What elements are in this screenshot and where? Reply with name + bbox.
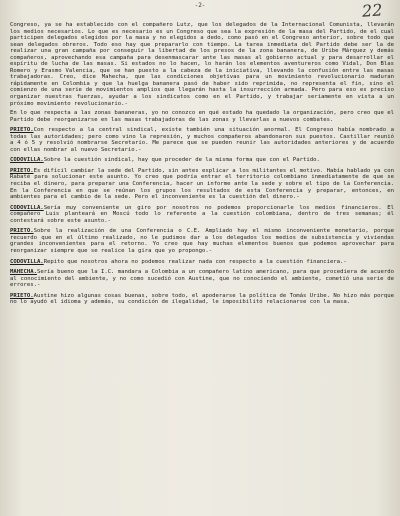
speaker-name: PRIETO. [10,167,34,174]
speaker-name: PRIETO. [10,228,34,235]
paragraph-text: Austine hizo algunas cosas buenas, sobre todo, el apoderarse la política de Tomás Uribe. No hizo más porque no lo ayudó el idioma y además, su condición de ilegalidad, le imposibilitó relacionarse con la masa. [10,292,394,306]
paragraph-codovilla-2 [10,205,394,225]
paragraph-prieto-4 [10,293,394,306]
paragraph-prieto-1 [10,127,394,153]
paragraph-text: Sería bueno que la I.C. mandara a Colombia a un compañero latino americano, para que procediera de acuerdo al conocimiento del ambiente, y no como sucedió con Austine, que no conociendo el ambiente, cometió una serie de errores.- [10,269,394,289]
paragraph-codovilla-3 [10,259,394,266]
paragraph-prieto-3 [10,228,394,254]
paragraph-text: Sería muy conveniente un giro por nosotros no podemos proporcionarle los medios financieros. El compañero Luis planteará en Moscú todo lo referente a la cuestión colombiana, dentro de tres semanas; él contestará sobre este asunto.- [10,204,394,224]
page-number: -2- [194,2,206,9]
paragraph-mahecha [10,269,394,289]
speaker-name: CODOVILLA. [10,157,44,164]
paragraph-prieto-2 [10,168,394,201]
paragraph-text: Es difícil cambiar la sede del Partido, sin antes explicar a los militantes el motivo. Había hablado ya con Rabaté para solucionar este asunto. Yo creo que podría entrar el territorio colombiano inmediatamente de que se reciba el dinero, para preparar una Conferencia, hacer un informe ante la sede y sobre el tipo de la Conferencia. En la Conferencia en que se reúnan los grupos los resultados de esta Conferencia y preparar, entonces, en ambientes para el cambio de la sede. Pero el inconveniente es la cuestión del dinero.- [10,167,394,201]
speaker-name: CODOVILLA. [10,204,44,211]
speaker-name: PRIETO. [10,292,34,299]
speaker-name: PRIETO. [10,127,34,134]
paragraph-codovilla-1 [10,157,394,164]
paragraph-zonas [10,110,394,123]
handwritten-page-number: 22 [361,0,383,21]
document-body [10,22,394,310]
paragraph-text: Sobre la realización de una Conferencia o C.E. Ampliado hay el mismo inconveniente monetario, porque recuerdo que en el último realizado, no le pudimos dar a los delegados los medios de subsistencia y viviendas grandes inconvenientes para el retorno. Yo creo que hay muchas elementos buenos que podemos aprovechar para reorganizar siempre que se realice la gira que yo propongo.- [10,228,394,254]
paragraph-text: Con respecto a la central sindical, existe también una situación anormal. El Congreso había nombrado a todas las autoridades; pero como vino la represión, y muchos compañeros abandonaron sus puestos. Castillar reunió a 4 ó 5 y resolvió nombrarse Secretario. Me parece que se pueden reunir las autoridades anteriores y de acuerdo con ellas nombrar al nuevo Secretario.- [10,127,394,153]
speaker-name: CODOVILLA. [10,258,44,265]
paragraph-intro [10,22,394,107]
paragraph-text: Repito que nosotros ahora no podemos realizar nada con respecto a la cuestión financiera.- [43,258,347,265]
paragraph-text: En lo que respecta a las zonas bananeras, yo no conozco en qué estado ha quedado la organización, pero creo que el Partido debe reorganizarse en las masas trabajadoras de las zonas y llevarlas a nuevos combates. [10,110,394,123]
speaker-name: MAHECHA. [10,269,37,276]
paragraph-text: Congreso, ya se ha establecido con el compañero Lutz, que los delegados de la Internacional Comunista, llevarán los medios necesarios. Lo que es necesario es un Congreso que sea la expresión de la masa del Partido, de el cual participen delegados elegidos por la masa y no elegidos a dedo, como pasó en el Congreso anterior, sobre todo que sean delegados obreros. Todo eso hay que prepararlo con tiempo. La tarea inmediata del Partido debe ser la de realizar una gran campaña por conseguir la libertad de los presos de la zona bananera, de Uribe Márquez y demás compañeros, aprovechando esa campaña para desenmascarar ante las masas al gobierno actual y para desarrollar el espíritu de lucha de las masas. Si estados no lo hacen, lo harán los elementos aventureros como Vidal, Don Blas Romero y Erasmo Valencia, que se han puesto a la cabeza de la iniciativa, llevando la confusión entre las masas trabajadoras. Creo, dice Mahecha, que las condiciones objetivas para un movimiento revolucionario maduran rápidamente en Colombia y que la huelga bananera pasó de haber sido reprimida, no representa el fin, sino el comienzo de una serie de movimientos amplios que llegarán hasta la insurrección armada. Pero para eso es preciso organizar nuestras fuerzas, ayudar a los sindicatos como en el Partido, y trabajar seriamente en vista a un próximo movimiento revolucionario.- [10,22,394,107]
paragraph-text: Sobre la cuestión sindical, hay que proceder de la misma forma que con el Partido. [43,157,320,164]
